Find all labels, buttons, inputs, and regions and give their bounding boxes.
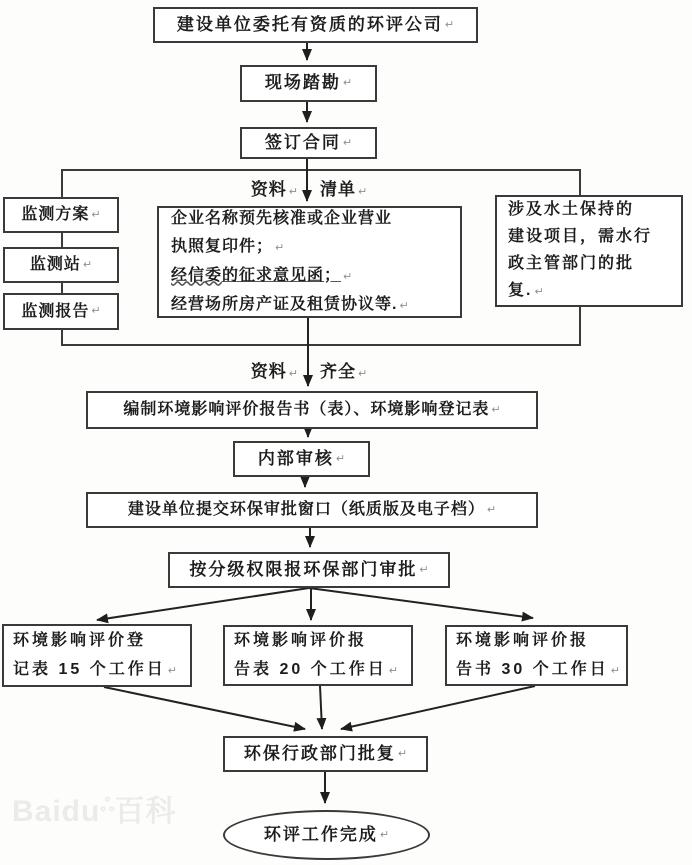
node-compile-report <box>86 391 538 429</box>
edge-label-qiquan-text: 齐全 <box>320 362 356 381</box>
paragraph-mark: ↵ <box>288 368 298 380</box>
paragraph-mark: ↵ <box>610 664 620 677</box>
report-book-line-2 <box>447 655 620 686</box>
paragraph-mark: ↵ <box>444 18 455 31</box>
paragraph-mark: ↵ <box>288 186 298 198</box>
node-submit-window <box>86 492 538 528</box>
node-monitor-plan <box>3 197 119 233</box>
node-eia-complete-label: 环评工作完成 <box>263 824 378 844</box>
paragraph-mark: ↵ <box>534 286 544 298</box>
node-document-list <box>157 206 462 318</box>
baidu-watermark-suffix: 百科 <box>114 795 177 828</box>
node-epa-approval <box>223 736 428 772</box>
node-monitor-station <box>3 247 119 283</box>
water-note-line-3: 政主管部门的批 <box>508 255 635 272</box>
edge-label-ziliao <box>222 175 298 200</box>
node-monitor-station-label: 监测站 <box>29 256 81 274</box>
report-form-line-2 <box>225 655 398 686</box>
edge-label-ziliao-text: 资料 <box>250 180 287 199</box>
water-note-line-4 <box>497 277 544 306</box>
water-note-line-2: 建设项目，需水行 <box>508 228 653 245</box>
paragraph-mark: ↵ <box>91 305 101 318</box>
doc-line-3-wavy-text: 经信委 <box>171 266 223 284</box>
node-site-survey <box>240 65 377 102</box>
paragraph-mark: ↵ <box>335 452 346 465</box>
node-registration-form-15days <box>2 624 192 687</box>
node-report-by-level-label: 按分级权限报环保部门审批 <box>189 559 418 579</box>
paragraph-mark: ↵ <box>167 664 177 677</box>
node-sign-contract <box>240 127 377 159</box>
node-monitor-plan-label: 监测方案 <box>21 206 90 224</box>
edge-label-ziliao2-text: 资料 <box>250 362 287 381</box>
node-internal-review-label: 内部审核 <box>257 448 334 468</box>
report-book-line-1: 环境影响评价报 <box>456 631 590 649</box>
paragraph-mark: ↵ <box>379 828 390 841</box>
paragraph-mark: ↵ <box>399 299 409 312</box>
node-report-book-30days <box>445 625 628 686</box>
registration-line-2 <box>4 655 177 686</box>
paragraph-mark: ↵ <box>388 664 398 677</box>
edge-label-qingdan-text: 清单 <box>320 180 356 199</box>
node-report-form-20days <box>223 625 413 686</box>
paragraph-mark: ↵ <box>342 77 353 90</box>
edge-label-qiquan <box>320 357 367 382</box>
doc-line-3 <box>159 262 352 291</box>
report-book-line-2-text: 告书 30 个工作日 <box>456 660 609 678</box>
paragraph-mark: ↵ <box>397 747 408 760</box>
node-sign-contract-label: 签订合同 <box>264 132 341 152</box>
paragraph-mark: ↵ <box>358 186 368 198</box>
node-eia-complete <box>223 810 430 860</box>
baidu-watermark <box>12 786 176 830</box>
node-monitor-report <box>3 293 119 330</box>
node-entrust-company-label: 建设单位委托有资质的环评公司 <box>176 14 443 34</box>
doc-line-3-text: 的征求意见函； <box>222 266 342 284</box>
edge-label-qingdan <box>320 175 367 200</box>
node-epa-approval-label: 环保行政部门批复 <box>243 743 396 763</box>
node-site-survey-label: 现场踏勘 <box>264 73 341 93</box>
report-form-line-1: 环境影响评价报 <box>234 631 368 649</box>
paragraph-mark: ↵ <box>91 208 101 221</box>
doc-line-1 <box>159 205 392 233</box>
water-note-line-4-text: 复. <box>508 282 533 299</box>
doc-line-2 <box>159 233 284 262</box>
paragraph-mark: ↵ <box>419 563 429 576</box>
paragraph-mark: ↵ <box>343 270 353 283</box>
node-water-conservation-note <box>495 195 683 307</box>
water-note-line-1: 涉及水土保持的 <box>508 201 635 218</box>
doc-line-4-text: 经营场所房产证及租赁协议等. <box>171 295 398 313</box>
paragraph-mark: ↵ <box>358 368 368 380</box>
node-compile-report-label: 编制环境影响评价报告书（表）、环境影响登记表 <box>123 401 490 419</box>
registration-line-2-text: 记表 15 个工作日 <box>13 660 166 678</box>
report-form-line-2-text: 告表 20 个工作日 <box>234 660 387 678</box>
paw-icon: ஃ <box>100 795 115 815</box>
paragraph-mark: ↵ <box>275 241 285 254</box>
node-report-by-level <box>168 552 450 588</box>
paragraph-mark: ↵ <box>82 258 93 271</box>
registration-line-1: 环境影响评价登 <box>13 631 147 649</box>
node-submit-window-label: 建设单位提交环保审批窗口（纸质版及电子档） <box>127 501 485 519</box>
node-entrust-company <box>153 7 478 43</box>
doc-line-1-text: 企业名称预先核准或企业营业 <box>171 209 393 227</box>
paragraph-mark: ↵ <box>486 503 497 516</box>
paragraph-mark: ↵ <box>342 136 353 149</box>
paragraph-mark: ↵ <box>491 403 501 416</box>
doc-line-2-text: 执照复印件； <box>171 237 274 255</box>
baidu-watermark-brand: Baidu <box>12 795 101 828</box>
node-monitor-report-label: 监测报告 <box>21 302 90 320</box>
doc-line-4 <box>159 291 409 320</box>
node-internal-review <box>233 441 370 477</box>
edge-label-ziliao2 <box>222 357 298 382</box>
